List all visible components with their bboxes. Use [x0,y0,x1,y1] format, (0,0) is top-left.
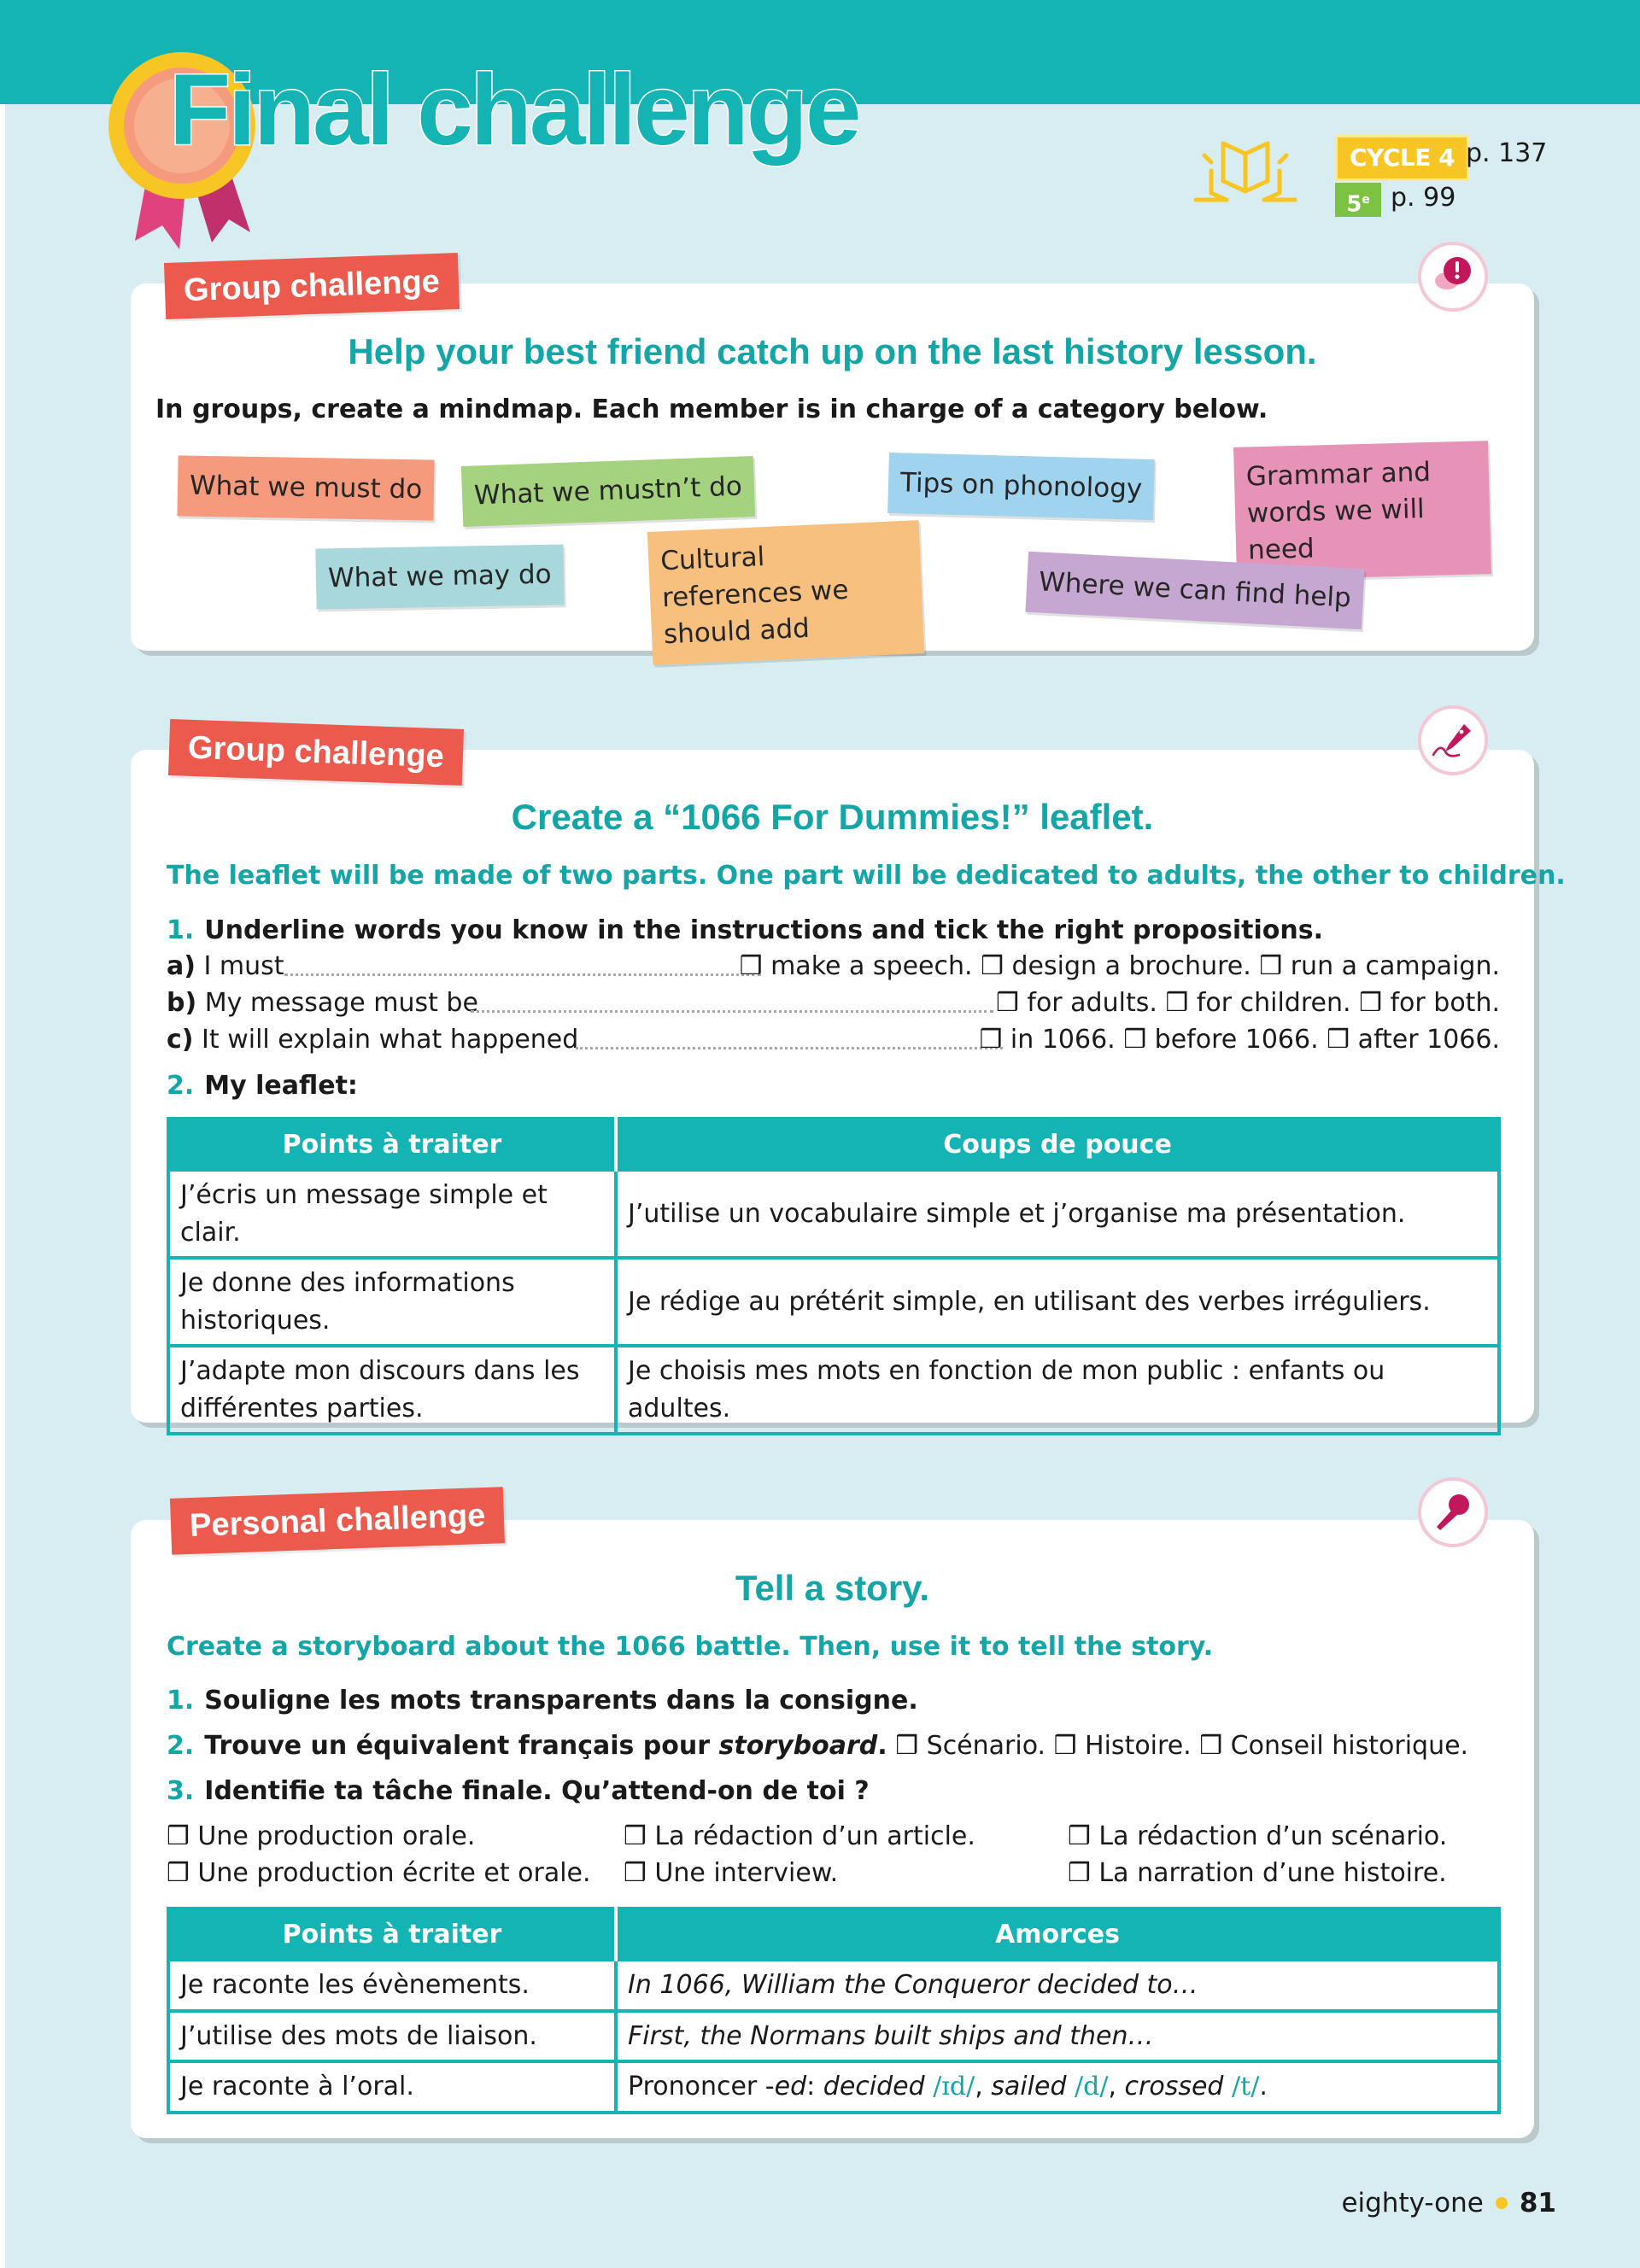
section3-question-3 [167,1776,870,1806]
question-text-end: . [877,1731,887,1761]
pronunciation-ending: ed [774,2072,807,2101]
note-text: Cultural references we should add [659,541,850,650]
table-cell: Prononcer -ed: decided /ɪd/, sailed /d/, crossed /t/. [616,2061,1499,2113]
table-cell: J’utilise un vocabulaire simple et j’organise ma présentation. [616,1170,1499,1258]
item-a-options[interactable]: ❒ make a speech. ❒ design a brochure. ❒ run a campaign. [739,951,1500,981]
table-cell: Je choisis mes mots en fonction de mon public : enfants ou adultes. [616,1346,1499,1434]
pronunciation-colon: : [806,2072,823,2101]
table-cell: J’utilise des mots de liaison. [168,2011,616,2062]
grade-suffix: e [1362,193,1370,207]
note-text: Where we can find help [1038,566,1352,614]
question-number: 1. [167,1686,195,1716]
question-text: My leaflet: [204,1071,358,1101]
choice-interview[interactable]: ❒ Une interview. [624,1858,839,1888]
table-cell: In 1066, William the Conqueror decided to… [616,1960,1499,2011]
question-text: Underline words you know in the instructions and tick the right propositions. [204,915,1323,945]
grade-number: 5 [1346,191,1362,218]
left-margin-strip [0,104,5,2268]
corner-icon-holder-3 [1418,1477,1488,1547]
choice-article-writing[interactable]: ❒ La rédaction d’un article. [624,1821,975,1851]
table-row [168,1960,1499,2011]
table-header: Points à traiter [168,1119,616,1170]
table-cell: J’écris un message simple et clair. [168,1170,616,1258]
table-header-row [168,1909,1499,1960]
section2-intro: The leaflet will be made of two parts. One part will be dedicated to adults, the other to children. [167,861,1566,891]
corner-icon-holder-2 [1418,705,1488,775]
question-text: Souligne les mots transparents dans la consigne. [204,1686,918,1716]
reading-book-icon [1192,137,1298,205]
page-title: Final challenge [169,54,859,167]
section-tag-group-challenge-1: Group challenge [164,253,460,319]
item-text: It will explain what happened [202,1025,579,1055]
note-text: Grammar and words we will need [1245,456,1432,566]
question-2-options[interactable]: ❒ Scénario. ❒ Histoire. ❒ Conseil historique. [895,1731,1469,1761]
storyboard-table [167,1907,1501,2114]
question-text: Identifie ta tâche finale. Qu’attend-on de toi ? [204,1776,870,1806]
note-text: What we may do [327,558,552,594]
page-number: 81 [1519,2188,1556,2218]
section1-intro: In groups, create a mindmap. Each member is in charge of a category below. [155,395,1268,424]
grade-badge [1335,183,1381,217]
section3-intro: Create a storyboard about the 1066 battle. Then, use it to tell the story. [167,1632,1214,1662]
note-text: What we mustn’t do [473,471,743,511]
section3-question-1 [167,1686,918,1716]
note-tips-on-phonology [887,453,1155,520]
section2-heading: Create a “1066 For Dummies!” leaflet. [511,797,1154,837]
table-header: Points à traiter [168,1909,616,1960]
note-what-we-mustnt-do [461,456,755,527]
table-cell: J’adapte mon discours dans les différentes parties. [168,1346,616,1434]
item-c [167,1025,578,1055]
fill-in-line-a [284,973,761,976]
note-grammar-and-words [1233,441,1491,581]
section-tag-personal-challenge: Personal challenge [170,1487,505,1555]
footer-dot [1496,2197,1508,2209]
cycle-badge: CYCLE 4 [1335,135,1469,181]
table-header-row [168,1119,1499,1170]
ipa-3: /t/ [1232,2072,1260,2101]
note-cultural-references [647,520,925,665]
item-text: I must [203,951,284,981]
section1-heading: Help your best friend catch up on the last history lesson. [348,331,1317,371]
question-number: 2. [167,1731,195,1761]
fill-in-line-c [576,1047,1003,1049]
speech-bubble-exclamation-icon [1430,254,1476,300]
section-tag-group-challenge-2: Group challenge [168,719,464,786]
example-word-1: decided [823,2072,925,2101]
section3-heading: Tell a story. [735,1568,930,1608]
question-number: 3. [167,1776,195,1806]
fountain-pen-icon [1430,717,1476,763]
table-cell: Je donne des informations historiques. [168,1258,616,1346]
example-word-2: sailed [991,2072,1067,2101]
page-footer [1341,2188,1556,2218]
choice-written-oral-production[interactable]: ❒ Une production écrite et orale. [167,1858,591,1888]
fill-in-line-b [471,1010,993,1013]
ipa-1: /ɪd/ [933,2072,975,2101]
example-word-3: crossed [1124,2072,1224,2101]
table-row [168,1258,1499,1346]
pronunciation-intro: Prononcer - [628,2072,775,2101]
table-row [168,2061,1499,2113]
ipa-2: /d/ [1075,2072,1109,2101]
table-header: Coups de pouce [616,1119,1499,1170]
grade-page-ref: p. 99 [1391,183,1456,213]
section2-question-1 [167,915,1323,945]
page-number-word: eighty-one [1341,2188,1484,2218]
section3-question-2 [167,1731,1468,1761]
item-a [167,951,284,981]
leaflet-table [167,1117,1501,1435]
cycle-page-ref: p. 137 [1466,138,1548,168]
question-keyword: storyboard [718,1731,878,1761]
item-b [167,988,478,1018]
item-b-options[interactable]: ❒ for adults. ❒ for children. ❒ for both. [995,988,1500,1018]
table-header: Amorces [616,1909,1499,1960]
question-number: 2. [167,1071,195,1101]
note-text: Tips on phonology [899,467,1143,505]
table-cell: Je raconte à l’oral. [168,2061,616,2113]
item-text: My message must be [204,988,478,1018]
note-what-we-may-do [315,544,564,609]
note-text: What we must do [189,470,423,506]
table-cell: Je rédige au prétérit simple, en utilisant des verbes irréguliers. [616,1258,1499,1346]
question-text-start: Trouve un équivalent français pour [204,1731,719,1761]
section2-question-2 [167,1071,358,1101]
item-c-options[interactable]: ❒ in 1066. ❒ before 1066. ❒ after 1066. [979,1025,1500,1055]
corner-icon-holder-1 [1418,242,1488,312]
choice-oral-production[interactable]: ❒ Une production orale. [167,1821,476,1851]
table-row [168,2011,1499,2062]
note-what-we-must-do [177,455,434,520]
table-cell: Je raconte les évènements. [168,1960,616,2011]
table-row [168,1170,1499,1258]
table-cell: First, the Normans built ships and then… [616,2011,1499,2062]
question-number: 1. [167,915,195,945]
table-row [168,1346,1499,1434]
item-label: c) [167,1025,194,1055]
microphone-icon [1430,1489,1476,1535]
question-text [204,1731,887,1761]
choice-script-writing[interactable]: ❒ La rédaction d’un scénario. [1068,1821,1448,1851]
item-label: a) [167,951,196,981]
item-label: b) [167,988,197,1018]
choice-story-narration[interactable]: ❒ La narration d’une histoire. [1068,1858,1447,1888]
